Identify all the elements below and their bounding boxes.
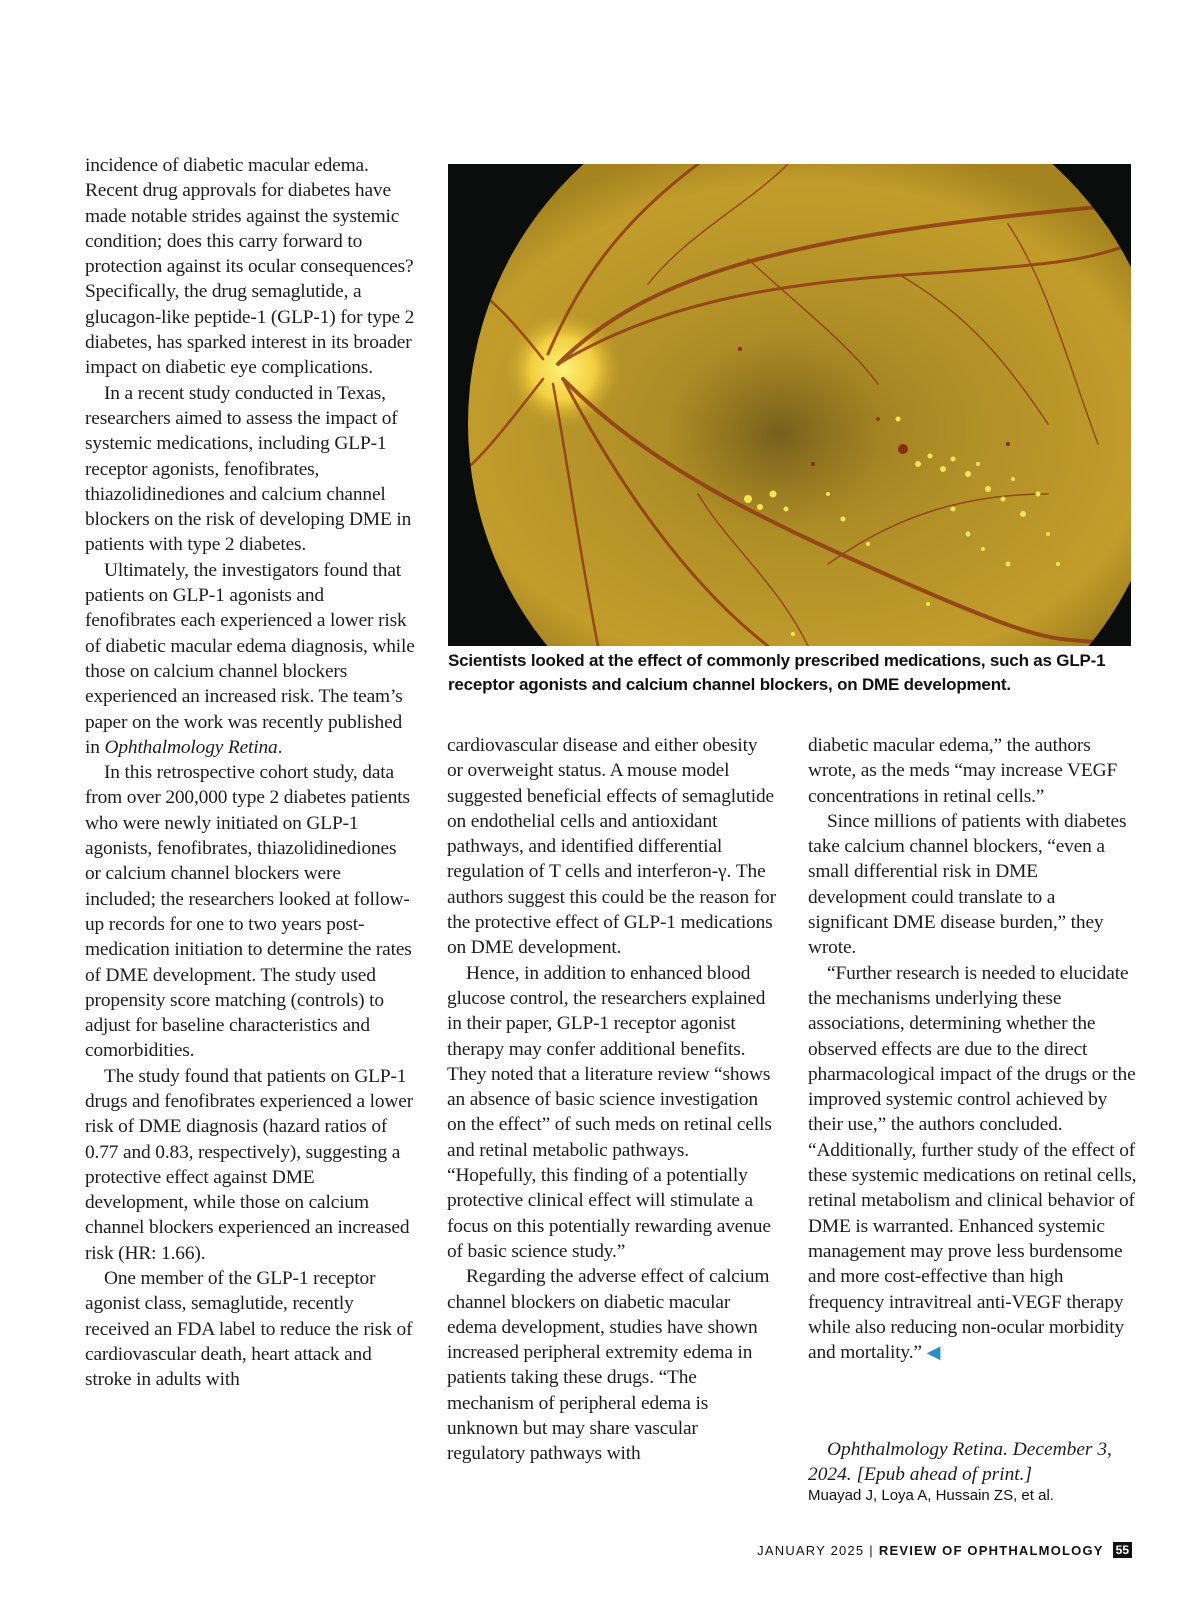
paragraph: Regarding the adverse effect of calcium channel blockers on diabetic macular edema development, studies have shown increased peripheral extremity edema in patients taking these drugs. “The mechanism of peripheral edema is unknown but may share vascular regulatory pathways with [447,1266,770,1465]
citation-journal: Ophthalmology Retina. December 3, 2024. [Epub ahead of print.] [808,1439,1112,1485]
article-column-3 [808,733,1138,1365]
paragraph: Ultimately, the investigators found that patients on GLP-1 agonists and fenofibrates each experienced a lower risk of diabetic macular edema diagnosis, while those on calcium channel blockers experienced an increased risk. The team’s paper on the work was recently published in Ophthalmology Retina. [85,559,415,758]
footer-publication: REVIEW OF OPHTHALMOLOGY [878,1542,1104,1558]
figure-caption: Scientists looked at the effect of commonly prescribed medications, such as GLP-1 receptor agonists and calcium channel blockers, on DME development. [448,651,1106,694]
citation [808,1437,1138,1505]
paragraph-text: Ultimately, the investigators found that patients on GLP-1 agonists and fenofibrates each experienced a lower risk of diabetic macular edema diagnosis, while those on calcium channel blockers experienced an increased risk. The team’s paper on the work was recently published in [85,559,415,758]
footer-separator: | [869,1542,874,1558]
page-footer [757,1542,1132,1558]
paragraph: cardiovascular disease and either obesity or overweight status. A mouse model suggested beneficial effects of semaglutide on endothelial cells and antioxidant pathways, and identified differential regulation of T cells and interferon-γ. The authors suggest this could be the reason for the protective effect of GLP-1 medications on DME development. [447,735,776,959]
end-of-article-icon: ◀ [926,1342,941,1363]
page-number: 55 [1113,1542,1132,1558]
retina-fundus-photo [448,164,1131,646]
paragraph: Since millions of patients with diabetes take calcium channel blockers, “even a small differential risk in DME development could translate to a significant DME disease burden,” they wrote. [808,810,1127,959]
paragraph: The study found that patients on GLP-1 drugs and fenofibrates experienced a lower risk of DME diagnosis (hazard ratios of 0.77 and 0.83, respectively), suggesting a protective effect against DME development, while those on calcium channel blockers experienced an increased risk (HR: 1.66). [85,1065,414,1264]
paragraph: In a recent study conducted in Texas, researchers aimed to assess the impact of systemic medications, including GLP-1 receptor agonists, fenofibrates, thiazolidinediones and calcium channel blockers on the risk of developing DME in patients with type 2 diabetes. [85,382,412,556]
paragraph: incidence of diabetic macular edema. Recent drug approvals for diabetes have made notable strides against the systemic condition; does this carry forward to protection against its ocular consequences? Specifically, the drug semaglutide, a glucagon-like peptide-1 (GLP-1) for type 2 diabetes, has sparked interest in its broader impact on diabetic eye complications. [85,155,415,379]
article-column-2 [447,733,777,1467]
paragraph [808,961,1138,1366]
footer-date: JANUARY 2025 [757,1542,865,1558]
paragraph: In this retrospective cohort study, data from over 200,000 type 2 diabetes patients who were newly initiated on GLP-1 agonists, fenofibrates, thiazolidinediones or calcium channel blockers were included; the researchers looked at follow-up records for one to two years post-medication initiation to determine the rates of DME development. The study used propensity score matching (controls) to adjust for baseline characteristics and comorbidities. [85,762,412,1062]
fundus-image [448,164,1131,646]
citation-authors: Muayad J, Loya A, Hussain ZS, et al. [808,1487,1054,1504]
journal-name: Ophthalmology Retina [104,736,278,758]
paragraph: diabetic macular edema,” the authors wrote, as the meds “may increase VEGF concentrations in retinal cells.” [808,735,1118,807]
paragraph-text: “Further research is needed to elucidate the mechanisms underlying these associations, determining whether the observed effects are due to the direct pharmacological impact of the drugs or the improved systemic control achieved by their use,” the authors concluded. “Additionally, further study of the effect of these systemic medications on retinal cells, retinal metabolism and clinical behavior of DME is warranted. Enhanced systemic management may prove less burdensome and more cost-effective than high frequency intravitreal anti-VEGF therapy while also reducing non-ocular morbidity and mortality.” [808,962,1137,1364]
paragraph: Hence, in addition to enhanced blood glucose control, the researchers explained in their paper, GLP-1 receptor agonist therapy may confer additional benefits. They noted that a literature review “shows an absence of basic science investigation on the effect” of such meds on retinal cells and retinal metabolic pathways. “Hopefully, this finding of a potentially protective clinical effect will stimulate a focus on this potentially rewarding avenue of basic science study.” [447,962,772,1262]
article-column-1 [85,153,415,1393]
paragraph: One member of the GLP-1 receptor agonist class, semaglutide, recently received an FDA label to reduce the risk of cardiovascular death, heart attack and stroke in adults with [85,1268,413,1391]
